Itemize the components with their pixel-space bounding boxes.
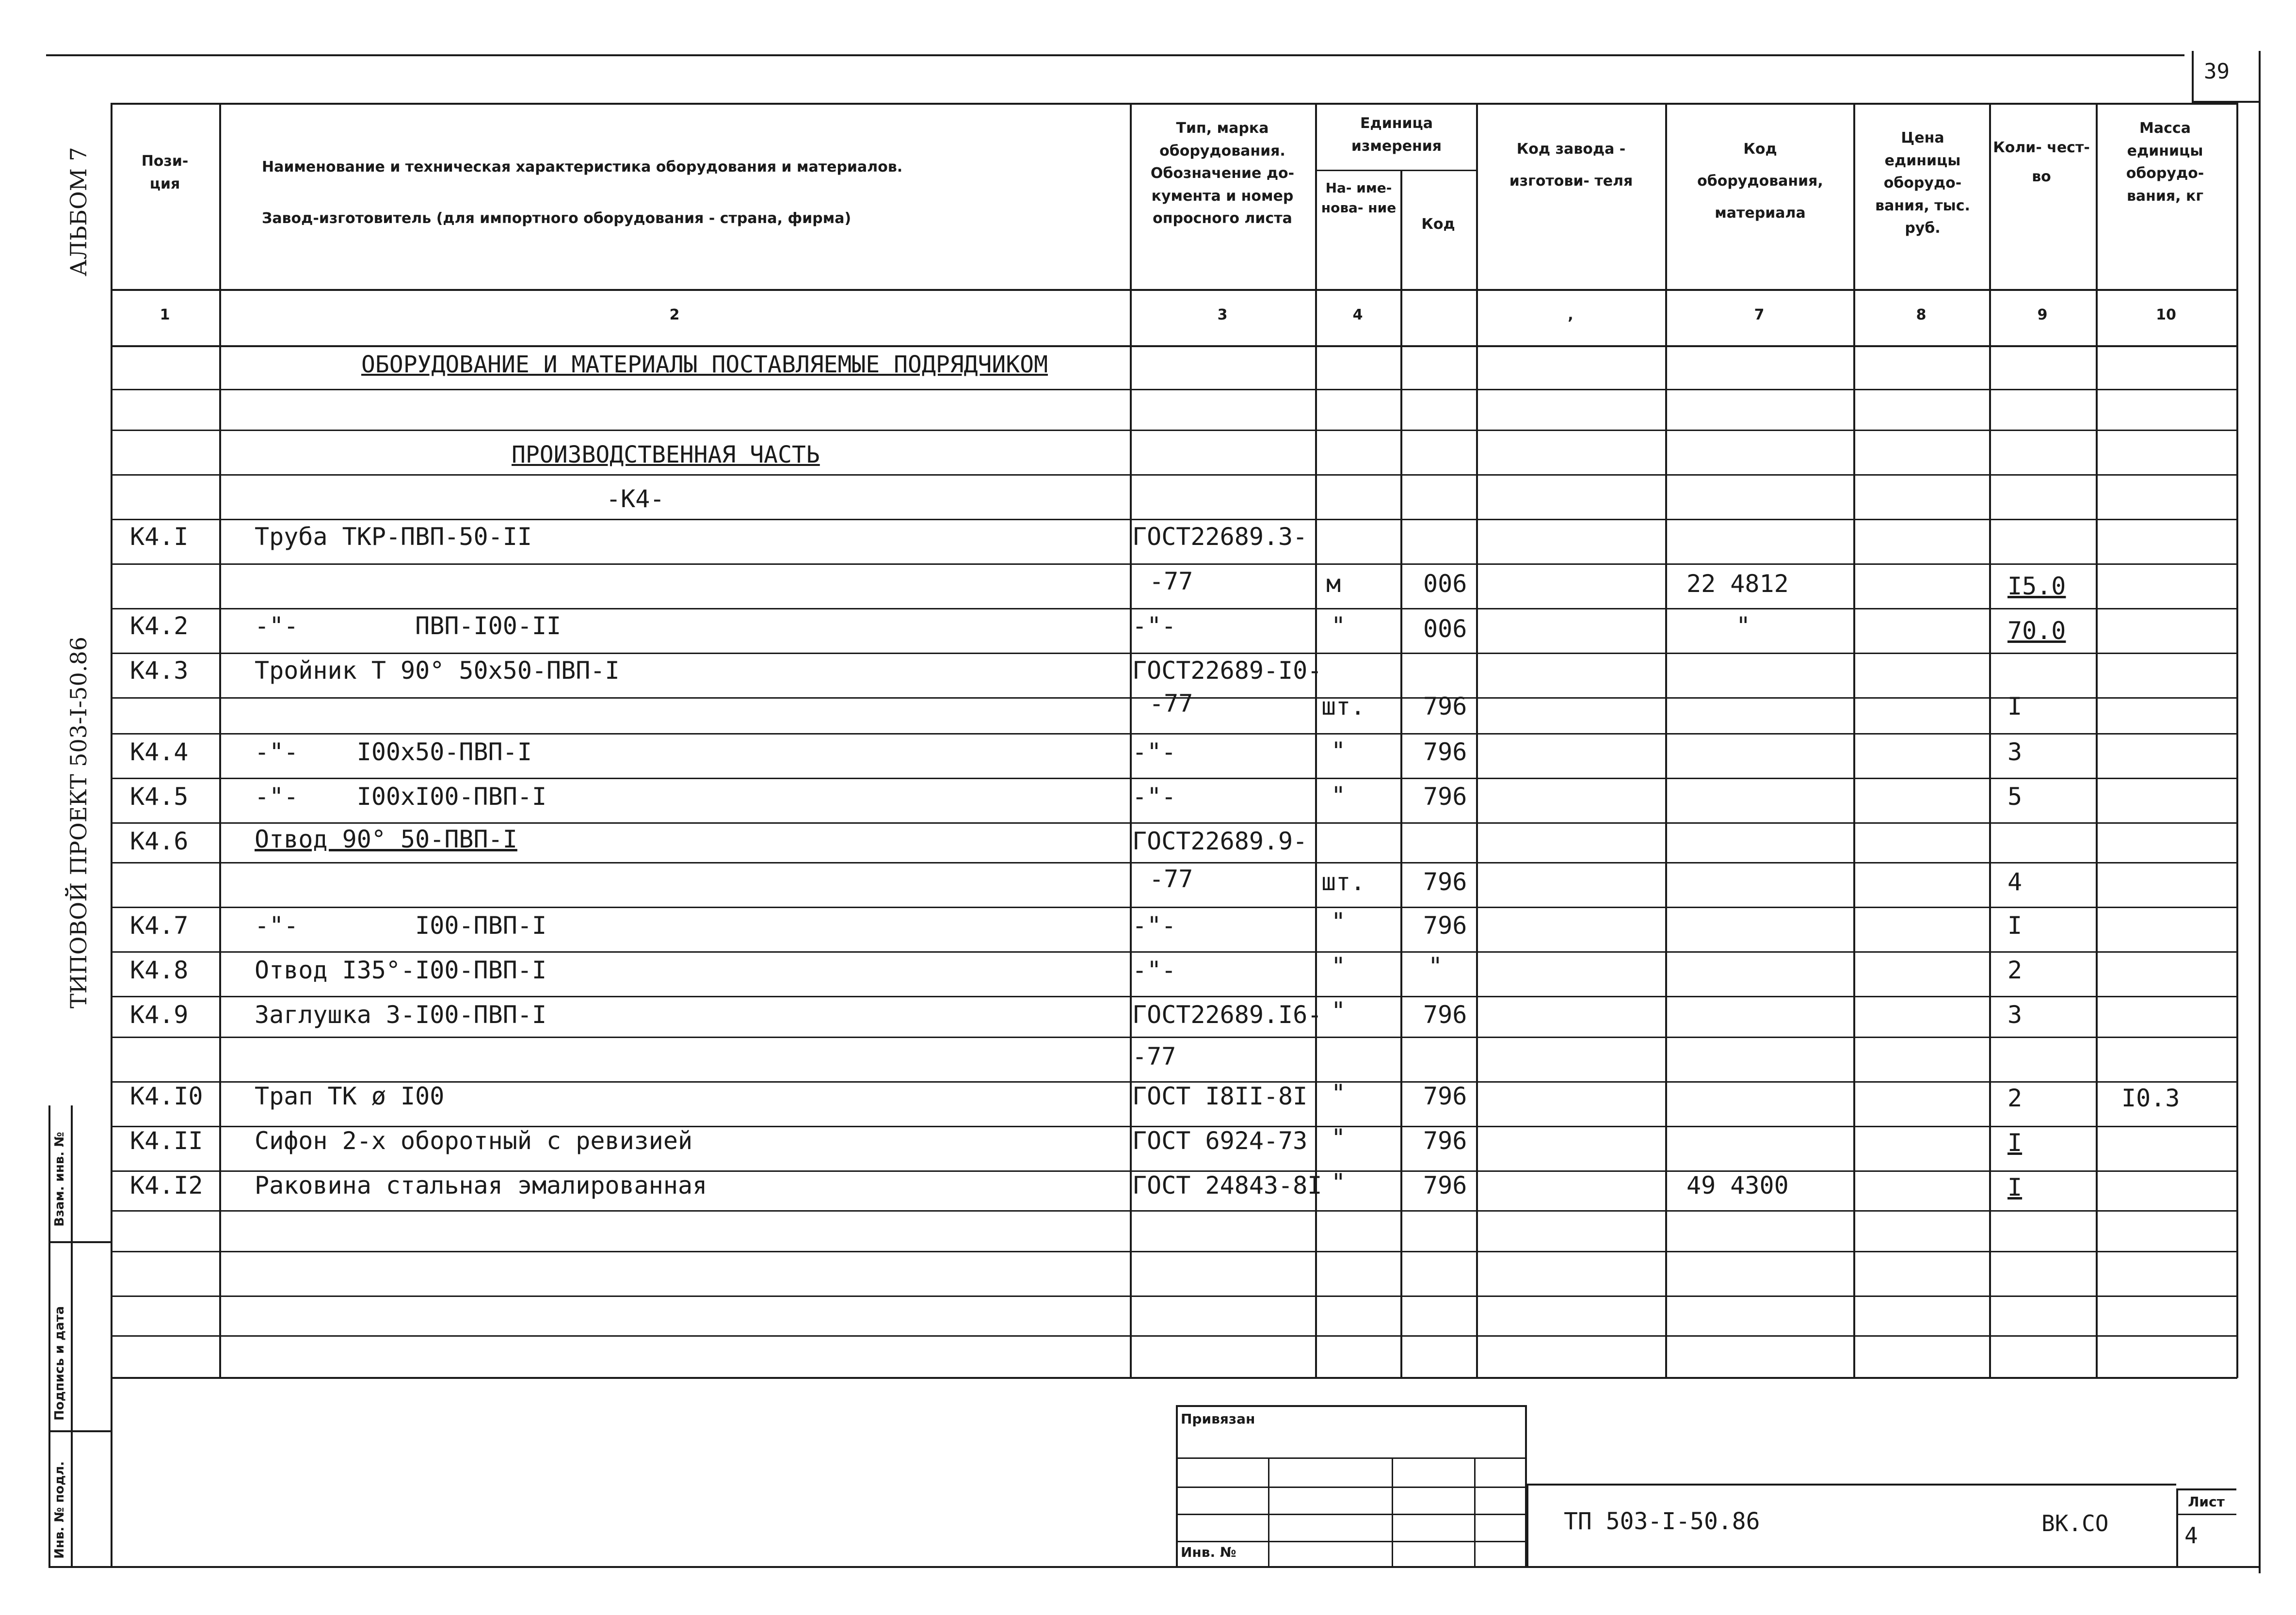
row-name: Трап ТК ø I00 bbox=[255, 1082, 445, 1110]
col-line-8 bbox=[1853, 103, 1855, 1378]
col-line-5 bbox=[1400, 170, 1402, 1378]
row-quantity: 5 bbox=[2007, 783, 2023, 811]
stamp-strip-line-2 bbox=[48, 1430, 111, 1432]
table-body-bottom bbox=[111, 1377, 2237, 1379]
row-line bbox=[111, 1295, 2237, 1297]
linked-box-row bbox=[1176, 1487, 1526, 1488]
inventory-label: Инв. № bbox=[1181, 1544, 1236, 1560]
row-position: К4.3 bbox=[130, 656, 189, 685]
row-document: -"- bbox=[1132, 783, 1176, 811]
stamp-strip-divider bbox=[71, 1105, 73, 1566]
row-line bbox=[111, 608, 2237, 609]
row-document: ГОСТ22689.9- bbox=[1132, 827, 1308, 855]
header-type-doc: Тип, марка оборудования. Обозначение до- кумента и номер опросного листа bbox=[1150, 120, 1295, 227]
col-line-2 bbox=[219, 103, 221, 1378]
col-number-10: 10 bbox=[2156, 306, 2176, 323]
row-unit: " bbox=[1331, 1168, 1346, 1197]
row-document: -"- bbox=[1132, 738, 1176, 766]
col-line-3 bbox=[1130, 103, 1132, 1378]
row-unit-code: 796 bbox=[1423, 692, 1467, 720]
row-position: К4.7 bbox=[130, 911, 189, 940]
row-unit-code: 796 bbox=[1423, 738, 1467, 766]
docnum-box-left bbox=[1526, 1484, 1528, 1567]
row-unit: шт. bbox=[1321, 868, 1365, 896]
row-line bbox=[111, 778, 2237, 779]
col-number-1: 1 bbox=[160, 306, 170, 323]
row-line bbox=[111, 653, 2237, 654]
row-unit-code: 796 bbox=[1423, 1082, 1467, 1110]
row-quantity: 3 bbox=[2007, 1001, 2023, 1029]
row-unit-code: 796 bbox=[1423, 911, 1467, 940]
row-quantity: I bbox=[2007, 1173, 2023, 1201]
stamp-strip-line-1 bbox=[48, 1241, 111, 1243]
row-position: К4.5 bbox=[130, 783, 189, 811]
col-line-10 bbox=[2096, 103, 2098, 1378]
linked-box-col bbox=[1474, 1457, 1476, 1567]
linked-label: Привязан bbox=[1181, 1411, 1255, 1427]
row-position: К4.9 bbox=[130, 1001, 189, 1029]
row-line bbox=[111, 822, 2237, 824]
subsection-title: ПРОИЗВОДСТВЕННАЯ ЧАСТЬ bbox=[512, 441, 820, 468]
row-name: Труба ТКР-ПВП-50-II bbox=[255, 523, 532, 551]
top-frame-line bbox=[46, 54, 2184, 56]
row-name: Отвод 90° 50-ПВП-I bbox=[255, 825, 517, 853]
row-line bbox=[111, 733, 2237, 735]
group-code: -К4- bbox=[606, 485, 665, 513]
row-quantity: 2 bbox=[2007, 1084, 2023, 1112]
linked-box-col bbox=[1268, 1457, 1269, 1567]
header-name-line1: Наименование и техническая характеристика оборудования и материалов. bbox=[262, 159, 903, 176]
col-number-2: 2 bbox=[669, 306, 680, 323]
header-equip-code: Код оборудования, материала bbox=[1697, 141, 1823, 222]
header-mass: Масса единицы оборудо- вания, кг bbox=[2126, 120, 2204, 205]
sheet-number: 4 bbox=[2184, 1522, 2198, 1549]
row-document: ГОСТ 6924-73 bbox=[1132, 1127, 1308, 1155]
stamp-label-replacement: Взам. инв. № bbox=[52, 1132, 67, 1227]
row-document: -"- bbox=[1132, 911, 1176, 940]
row-position: К4.I2 bbox=[130, 1171, 203, 1199]
sheet-box-left bbox=[2176, 1488, 2178, 1567]
row-name: -"- ПВП-I00-II bbox=[255, 612, 562, 640]
row-document: ГОСТ 24843-8I bbox=[1132, 1171, 1322, 1199]
col-number-4: 4 bbox=[1352, 306, 1363, 323]
row-unit-code: " bbox=[1428, 952, 1443, 980]
linked-box-row bbox=[1176, 1457, 1526, 1459]
row-equip-code: " bbox=[1736, 612, 1751, 640]
row-line bbox=[111, 563, 2237, 565]
header-quantity: Коли- чест- во bbox=[1993, 139, 2090, 185]
col-number-9: 9 bbox=[2037, 306, 2048, 323]
row-unit-code: 796 bbox=[1423, 783, 1467, 811]
row-position: К4.8 bbox=[130, 956, 189, 984]
row-quantity: I bbox=[2007, 911, 2023, 940]
row-line bbox=[111, 430, 2237, 431]
table-top-border bbox=[111, 103, 2237, 105]
sheet-number-box-left bbox=[2192, 51, 2194, 102]
row-unit: " bbox=[1331, 1079, 1346, 1107]
row-name: Раковина стальная эмалированная bbox=[255, 1171, 707, 1199]
stamp-label-signature: Подпись и дата bbox=[52, 1306, 67, 1421]
sheet-box-divider bbox=[2176, 1514, 2236, 1515]
row-document: -77 bbox=[1149, 865, 1193, 893]
row-unit: " bbox=[1331, 782, 1346, 810]
row-unit: " bbox=[1331, 612, 1346, 640]
row-unit: " bbox=[1331, 908, 1346, 936]
row-line bbox=[111, 1210, 2237, 1212]
col-number-7: 7 bbox=[1754, 306, 1765, 323]
row-line bbox=[111, 862, 2237, 863]
row-document: -"- bbox=[1132, 612, 1176, 640]
row-quantity: 2 bbox=[2007, 956, 2023, 984]
row-unit-code: 796 bbox=[1423, 868, 1467, 896]
sheet-box-top bbox=[2176, 1488, 2236, 1490]
row-line bbox=[111, 1251, 2237, 1252]
header-plant-code: Код завода - изготови- теля bbox=[1509, 141, 1633, 190]
row-equip-code: 22 4812 bbox=[1686, 570, 1789, 598]
row-quantity: 4 bbox=[2007, 868, 2023, 896]
row-line bbox=[111, 907, 2237, 908]
col-line-6 bbox=[1476, 103, 1478, 1378]
unit-group-divider bbox=[1315, 170, 1476, 171]
row-line bbox=[111, 519, 2237, 520]
header-price: Цена единицы оборудо- вания, тыс. руб. bbox=[1875, 129, 1970, 237]
docnum-box-top bbox=[1526, 1484, 2176, 1486]
row-unit-code: 006 bbox=[1423, 615, 1467, 643]
col-number-6: , bbox=[1568, 306, 1573, 323]
row-line bbox=[111, 1335, 2237, 1337]
colnum-bottom-line bbox=[111, 345, 2237, 347]
project-label: ТИПОВОЙ ПРОЕКТ 503-I-50.86 bbox=[65, 637, 92, 1008]
row-position: К4.I bbox=[130, 523, 189, 551]
row-position: К4.II bbox=[130, 1127, 203, 1155]
linked-box-col bbox=[1392, 1457, 1393, 1567]
stamp-label-inventory: Инв. № подл. bbox=[52, 1461, 67, 1559]
row-unit-code: 006 bbox=[1423, 570, 1467, 598]
row-position: К4.4 bbox=[130, 738, 189, 766]
header-name-line2: Завод-изготовитель (для импортного оборудования - страна, фирма) bbox=[262, 210, 851, 227]
document-number: ТП 503-I-50.86 bbox=[1564, 1508, 1760, 1535]
row-document: ГОСТ22689-I0- bbox=[1132, 656, 1322, 685]
row-line bbox=[111, 389, 2237, 390]
row-unit: " bbox=[1331, 737, 1346, 765]
row-position: К4.6 bbox=[130, 827, 189, 855]
col-number-8: 8 bbox=[1916, 306, 1927, 323]
header-unit-group: Единица измерения bbox=[1351, 115, 1442, 155]
document-mark: ВК.СО bbox=[2041, 1510, 2109, 1536]
row-name: -"- I00хI00-ПВП-I bbox=[255, 783, 547, 811]
row-unit-code: 796 bbox=[1423, 1127, 1467, 1155]
row-name: Сифон 2-х оборотный с ревизией bbox=[255, 1127, 693, 1155]
row-quantity: I5.0 bbox=[2007, 572, 2066, 600]
row-document: ГОСТ22689.I6- bbox=[1132, 1001, 1322, 1029]
row-unit-code: 796 bbox=[1423, 1171, 1467, 1199]
table-right-border bbox=[2236, 103, 2238, 1378]
header-position: Пози- ция bbox=[141, 153, 189, 192]
row-unit: " bbox=[1331, 997, 1346, 1025]
row-line bbox=[111, 951, 2237, 953]
col-line-7 bbox=[1665, 103, 1667, 1378]
right-frame-line bbox=[2259, 51, 2261, 1573]
header-unit-name: На- име- нова- ние bbox=[1321, 180, 1397, 216]
row-unit: шт. bbox=[1321, 692, 1365, 720]
row-document: ГОСТ I8II-8I bbox=[1132, 1082, 1308, 1110]
row-mass: I0.3 bbox=[2121, 1084, 2180, 1112]
row-name: Заглушка 3-I00-ПВП-I bbox=[255, 1001, 547, 1029]
row-name: -"- I00х50-ПВП-I bbox=[255, 738, 532, 766]
album-label: АЛЬБОМ 7 bbox=[65, 147, 92, 276]
row-document: ГОСТ22689.3- bbox=[1132, 523, 1308, 551]
sheet-label: Лист bbox=[2188, 1494, 2225, 1510]
row-position: К4.I0 bbox=[130, 1082, 203, 1110]
row-document: -77 bbox=[1149, 567, 1193, 595]
col-line-9 bbox=[1989, 103, 1991, 1378]
row-quantity: 70.0 bbox=[2007, 617, 2066, 645]
row-name: Тройник Т 90° 50х50-ПВП-I bbox=[255, 656, 620, 685]
linked-box-top bbox=[1176, 1405, 1526, 1407]
row-document: -"- bbox=[1132, 956, 1176, 984]
row-equip-code: 49 4300 bbox=[1686, 1171, 1789, 1199]
row-unit: " bbox=[1331, 952, 1346, 980]
header-unit-code: Код bbox=[1421, 216, 1455, 233]
linked-box-row bbox=[1176, 1514, 1526, 1515]
row-unit: " bbox=[1331, 1124, 1346, 1152]
row-line bbox=[111, 474, 2237, 476]
row-unit-code: 796 bbox=[1423, 1001, 1467, 1029]
row-quantity: 3 bbox=[2007, 738, 2023, 766]
header-bottom-line bbox=[111, 289, 2237, 291]
row-name: Отвод I35°-I00-ПВП-I bbox=[255, 956, 547, 984]
stamp-strip-left bbox=[48, 1105, 50, 1566]
row-unit: м bbox=[1326, 570, 1341, 598]
page-sheet-number: 39 bbox=[2204, 59, 2230, 84]
col-number-3: 3 bbox=[1217, 306, 1228, 323]
table-bottom-border bbox=[48, 1566, 2259, 1568]
row-quantity: I bbox=[2007, 1129, 2023, 1157]
linked-box-left bbox=[1176, 1405, 1178, 1567]
row-quantity: I bbox=[2007, 692, 2023, 720]
row-line bbox=[111, 1037, 2237, 1038]
row-name: -"- I00-ПВП-I bbox=[255, 911, 547, 940]
row-document: -77 bbox=[1132, 1042, 1176, 1071]
row-document: -77 bbox=[1149, 689, 1193, 718]
section-title: ОБОРУДОВАНИЕ И МАТЕРИАЛЫ ПОСТАВЛЯЕМЫЕ ПОДРЯДЧИКОМ bbox=[361, 351, 1048, 378]
row-line bbox=[111, 996, 2237, 997]
row-position: К4.2 bbox=[130, 612, 189, 640]
